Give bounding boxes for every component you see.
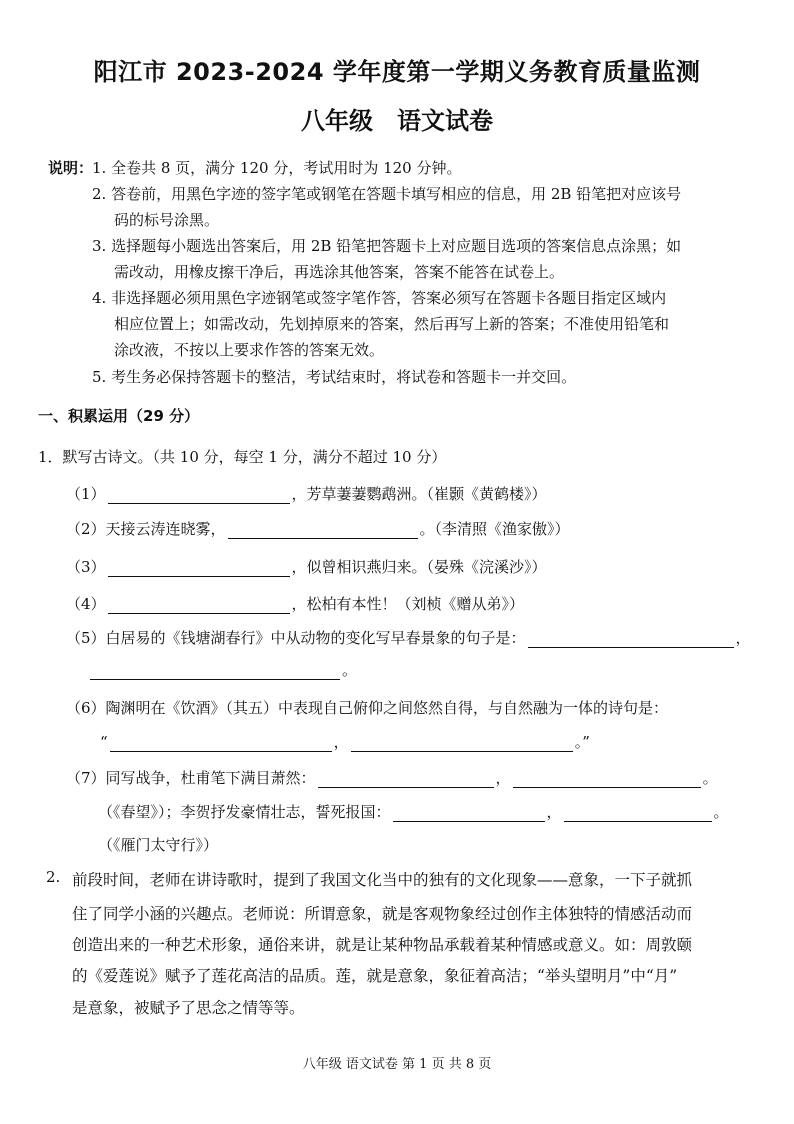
line-text: ，芳草萋萋鹦鹉洲。（崔颢《黄鹤楼》） bbox=[291, 485, 547, 503]
line-text: ，松柏有本性！（刘桢《赠从弟》） bbox=[291, 595, 525, 613]
answer-blank[interactable] bbox=[90, 663, 340, 680]
instruction-line: 2. 答卷前，用黑色字迹的签字笔或钢笔在答题卡填写相应的信息，用 2B 铅笔把对应该号 bbox=[92, 185, 682, 203]
line-text: 。（李清照《渔家傲》） bbox=[419, 520, 570, 538]
punctuation: 。 bbox=[713, 803, 729, 821]
line-text: （《春望》）；李贺抒发豪情壮志，誓死报国： bbox=[98, 803, 391, 821]
line-text: （5）白居易的《钱塘湖春行》中从动物的变化写早春景象的句子是： bbox=[66, 629, 526, 647]
punctuation: 。 bbox=[702, 769, 718, 787]
question-1-7-source: （《雁门太守行》） bbox=[98, 836, 219, 854]
answer-blank[interactable] bbox=[393, 805, 545, 822]
answer-blank[interactable] bbox=[513, 771, 701, 788]
exam-title: 阳江市 2023-2024 学年度第一学期义务教育质量监测 bbox=[93, 58, 701, 86]
instruction-line: 涂改液，不按以上要求作答的答案无效。 bbox=[114, 341, 385, 359]
instruction-line: 3. 选择题每小题选出答案后，用 2B 铅笔把答题卡上对应题目选项的答案信息点涂黑；如 bbox=[92, 237, 682, 255]
sub-number: （1） bbox=[66, 485, 106, 503]
question-1-5-cont bbox=[88, 659, 357, 680]
answer-blank[interactable] bbox=[318, 771, 494, 788]
answer-blank[interactable] bbox=[110, 735, 332, 752]
line-text: （7）同写战争，杜甫笔下满目萧然： bbox=[66, 769, 316, 787]
question-2-line: 的《爱莲说》赋予了莲花高洁的品质。莲，就是意象，象征着高洁；“举头望明月”中“月” bbox=[72, 967, 678, 985]
question-1-5 bbox=[66, 627, 751, 648]
answer-blank[interactable] bbox=[528, 631, 734, 648]
question-1-stem: 1．默写古诗文。（共 10 分，每空 1 分，满分不超过 10 分） bbox=[38, 448, 447, 466]
question-1-1 bbox=[66, 483, 547, 504]
punctuation: ， bbox=[735, 629, 751, 647]
instruction-line: 相应位置上；如需改动，先划掉原来的答案，然后再写上新的答案；不准使用铅笔和 bbox=[114, 315, 670, 333]
instructions-label: 说明： bbox=[48, 159, 94, 177]
answer-blank[interactable] bbox=[228, 522, 418, 539]
punctuation: ， bbox=[333, 733, 349, 751]
line-text: （2）天接云涛连晓雾， bbox=[66, 520, 226, 538]
sub-number: （3） bbox=[66, 558, 106, 576]
question-1-7 bbox=[66, 767, 718, 788]
answer-blank[interactable] bbox=[108, 560, 290, 577]
punctuation: ， bbox=[546, 803, 562, 821]
answer-blank[interactable] bbox=[108, 487, 290, 504]
question-1-7-cont bbox=[98, 801, 729, 822]
question-2-line: 住了同学小涵的兴趣点。老师说：所谓意象，就是客观物象经过创作主体独特的情感活动而 bbox=[72, 905, 693, 923]
page-footer: 八年级 语文试卷 第 1 页 共 8 页 bbox=[302, 1057, 492, 1072]
question-1-6-cont bbox=[100, 731, 590, 752]
exam-subtitle: 八年级 语文试卷 bbox=[301, 107, 493, 135]
question-1-2 bbox=[66, 518, 570, 539]
instruction-line: 1. 全卷共 8 页，满分 120 分，考试用时为 120 分钟。 bbox=[92, 159, 462, 177]
section-heading: 一、积累运用（29 分） bbox=[38, 407, 200, 425]
question-1-4 bbox=[66, 593, 524, 614]
punctuation: “ bbox=[100, 733, 108, 751]
answer-blank[interactable] bbox=[564, 805, 712, 822]
sub-number: （4） bbox=[66, 595, 106, 613]
question-2-line: 创造出来的一种艺术形象，通俗来讲，就是让某种物品承载着某种情感或意义。如：周敦颐 bbox=[72, 936, 693, 954]
instruction-line: 4. 非选择题必须用黑色字迹钢笔或签字笔作答，答案必须写在答题卡各题目指定区域内 bbox=[92, 289, 667, 307]
answer-blank[interactable] bbox=[351, 735, 573, 752]
punctuation: 。 bbox=[342, 661, 358, 679]
instruction-line: 需改动，用橡皮擦干净后，再选涂其他答案，答案不能答在试卷上。 bbox=[114, 263, 565, 281]
question-2-number: 2. bbox=[46, 868, 61, 886]
instruction-line: 码的标号涂黑。 bbox=[114, 211, 220, 229]
question-2-line: 是意象，被赋予了思念之情等等。 bbox=[72, 999, 305, 1017]
line-text: ，似曾相识燕归来。（晏殊《浣溪沙》） bbox=[291, 558, 547, 576]
answer-blank[interactable] bbox=[108, 597, 290, 614]
question-1-6: （6）陶渊明在《饮酒》（其五）中表现自己俯仰之间悠然自得，与自然融为一体的诗句是： bbox=[66, 699, 669, 717]
punctuation: ， bbox=[495, 769, 511, 787]
punctuation: 。” bbox=[574, 733, 590, 751]
instruction-line: 5. 考生务必保持答题卡的整洁，考试结束时，将试卷和答题卡一并交回。 bbox=[92, 368, 577, 386]
question-2-line: 前段时间，老师在讲诗歌时，提到了我国文化当中的独有的文化现象——意象，一下子就抓 bbox=[72, 871, 693, 889]
question-1-3 bbox=[66, 556, 547, 577]
